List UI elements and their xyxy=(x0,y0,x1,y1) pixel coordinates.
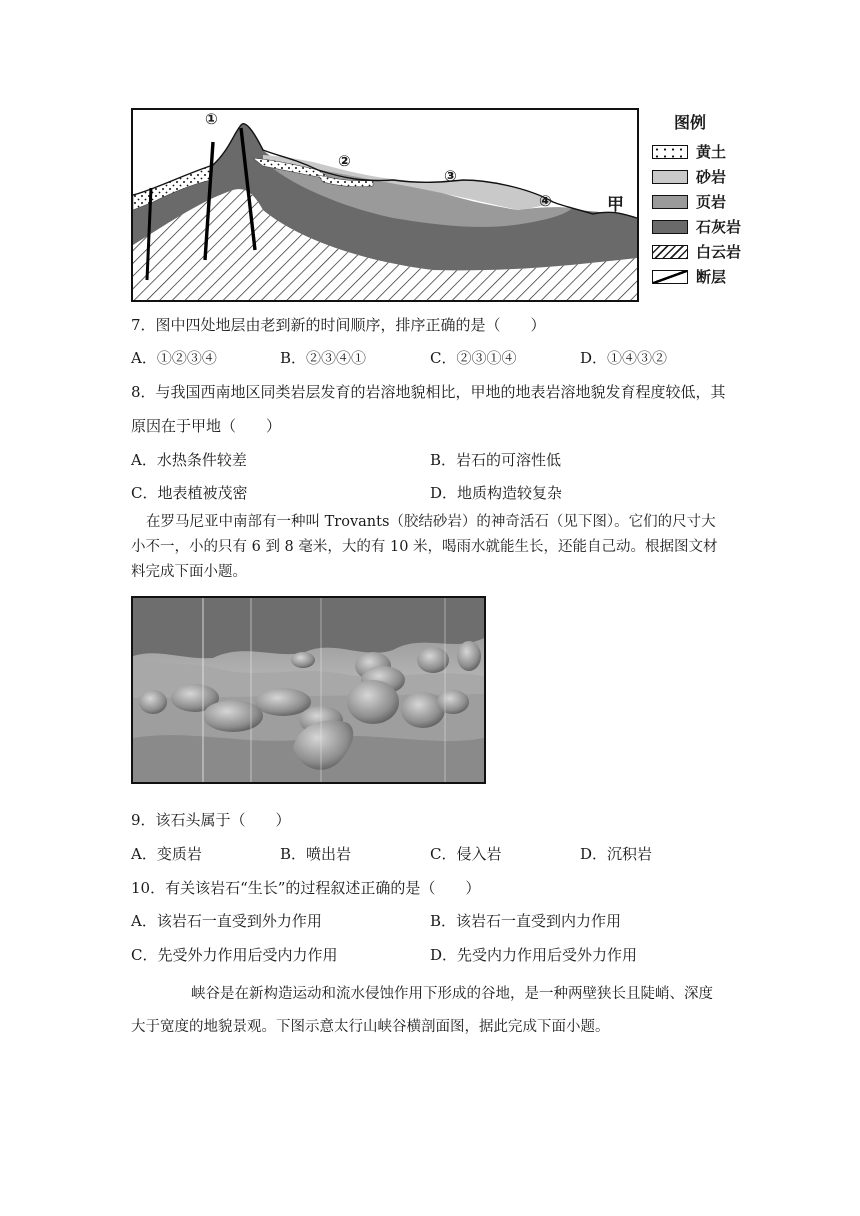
passage-1 xyxy=(131,510,736,585)
question-9-stem: 9．该石头属于（ ） xyxy=(131,811,291,829)
legend-item-shale xyxy=(652,189,782,214)
fault-swatch xyxy=(652,270,688,284)
q10-option-d[interactable]: D．先受内力作用后受外力作用 xyxy=(430,946,638,964)
q8-option-d[interactable]: D．地质构造较复杂 xyxy=(430,484,563,502)
q7-option-a[interactable]: A．①②③④ xyxy=(131,349,217,367)
question-10-stem: 10．有关该岩石“生长”的过程叙述正确的是（ ） xyxy=(131,879,481,897)
legend-item-limestone xyxy=(652,214,782,239)
marker-4: ④ xyxy=(539,192,552,210)
sandstone-swatch xyxy=(652,170,688,184)
q10-option-c[interactable]: C．先受外力作用后受内力作用 xyxy=(131,946,338,964)
passage-1-line-1: 在罗马尼亚中南部有一种叫 Trovants（胶结砂岩）的神奇活石（见下图）。它们的尺寸大 xyxy=(146,514,716,530)
trovants-photo-drawing xyxy=(133,598,484,782)
place-label-jia: 甲 xyxy=(607,195,624,215)
q9-option-b[interactable]: B．喷出岩 xyxy=(280,845,352,863)
legend-label-dolomite: 白云岩 xyxy=(696,243,742,261)
legend-item-loess xyxy=(652,139,782,164)
q7-option-b[interactable]: B．②③④① xyxy=(280,349,367,367)
legend-item-fault xyxy=(652,264,782,289)
passage-2-line-2: 大于宽度的地貌景观。下图示意太行山峡谷横剖面图，据此完成下面小题。 xyxy=(131,1019,610,1035)
passage-2-line-1: 峡谷是在新构造运动和流水侵蚀作用下形成的谷地，是一种两壁狭长且陡峭、深度 xyxy=(191,986,713,1002)
limestone-swatch xyxy=(652,220,688,234)
map-legend xyxy=(652,110,782,289)
question-7-stem: 7．图中四处地层由老到新的时间顺序，排序正确的是（ ） xyxy=(131,316,546,334)
marker-2: ② xyxy=(338,152,351,170)
q10-option-a[interactable]: A．该岩石一直受到外力作用 xyxy=(131,912,322,930)
cross-section-diagram xyxy=(133,110,637,300)
q10-option-b[interactable]: B．该岩石一直受到内力作用 xyxy=(430,912,622,930)
passage-2 xyxy=(131,978,736,1044)
question-8-stem-line1: 8．与我国西南地区同类岩层发育的岩溶地貌相比，甲地的地表岩溶地貌发育程度较低，其 xyxy=(131,383,726,401)
legend-label-limestone: 石灰岩 xyxy=(696,218,742,236)
legend-title: 图例 xyxy=(674,113,707,132)
passage-1-line-3: 料完成下面小题。 xyxy=(131,564,247,580)
q7-option-c[interactable]: C．②③①④ xyxy=(430,349,517,367)
marker-1: ① xyxy=(205,110,218,128)
question-8-stem-line2: 原因在于甲地（ ） xyxy=(131,417,282,435)
q8-option-a[interactable]: A．水热条件较差 xyxy=(131,451,247,469)
shale-swatch xyxy=(652,195,688,209)
q7-option-d[interactable]: D．①④③② xyxy=(580,349,668,367)
legend-label-shale: 页岩 xyxy=(696,193,727,211)
q8-option-b[interactable]: B．岩石的可溶性低 xyxy=(430,451,562,469)
q9-option-c[interactable]: C．侵入岩 xyxy=(430,845,502,863)
trovants-photo xyxy=(131,596,486,784)
legend-label-fault: 断层 xyxy=(696,268,727,286)
geologic-cross-section-figure xyxy=(131,108,639,302)
legend-label-sandstone: 砂岩 xyxy=(696,168,727,186)
q8-option-c[interactable]: C．地表植被茂密 xyxy=(131,484,248,502)
dolomite-swatch xyxy=(652,245,688,259)
legend-item-sandstone xyxy=(652,164,782,189)
marker-3: ③ xyxy=(444,167,457,185)
q9-option-d[interactable]: D．沉积岩 xyxy=(580,845,653,863)
loess-swatch xyxy=(652,145,688,159)
legend-label-loess: 黄土 xyxy=(696,143,727,161)
q9-option-a[interactable]: A．变质岩 xyxy=(131,845,202,863)
passage-1-line-2: 小不一，小的只有 6 到 8 毫米，大的有 10 米，喝雨水就能生长，还能自己动。根据图文材 xyxy=(131,539,718,555)
legend-item-dolomite xyxy=(652,239,782,264)
